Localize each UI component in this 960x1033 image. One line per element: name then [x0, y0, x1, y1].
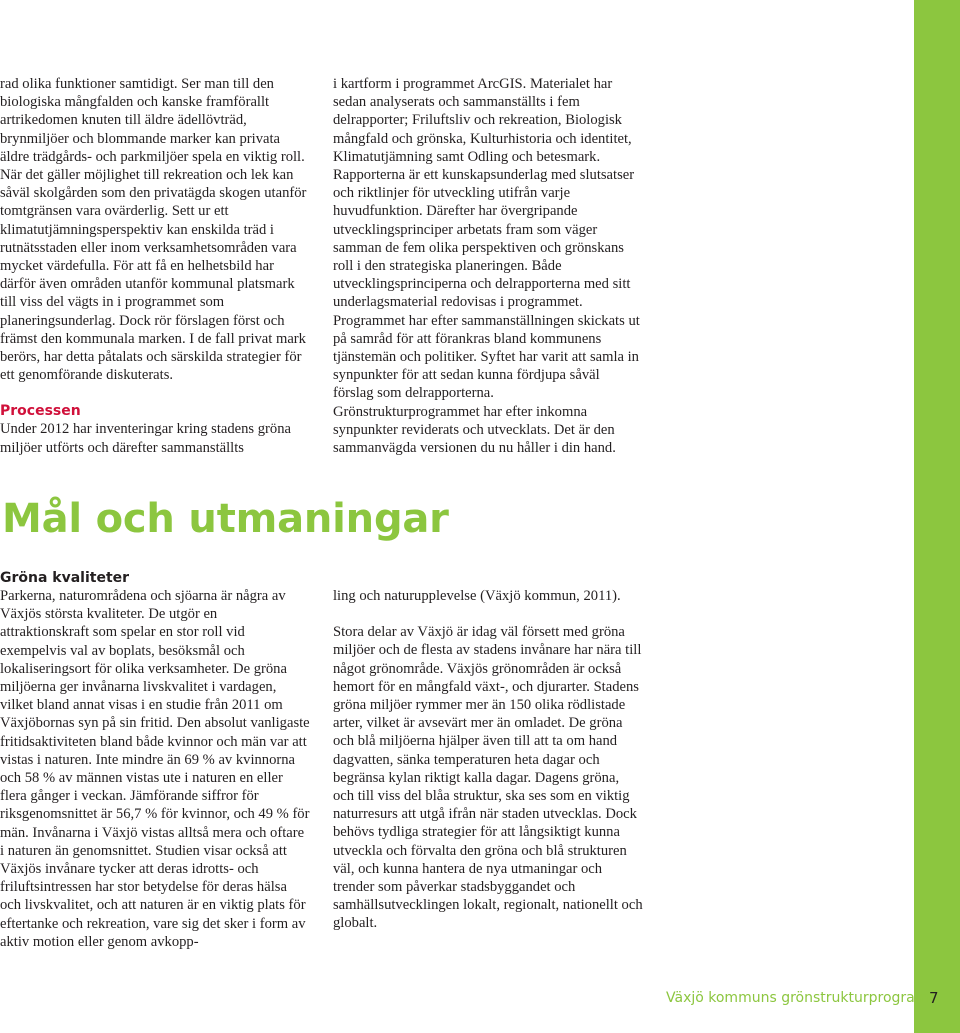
bottom-right-column	[333, 587, 643, 933]
top-left-column	[0, 75, 310, 457]
process-paragraph: Under 2012 har inventeringar kring stadens gröna miljöer utförts och därefter sammanställts	[0, 421, 291, 456]
green-structure-paragraph: Stora delar av Växjö är idag väl försett med gröna miljöer och de flesta av stadens invånare har nära till något grönområde. Växjös grönområden är också hemort för en mångfald växt-, och djurarter. Stadens gröna miljöer rymmer mer än 150 olika rödlistade arter, vilket är avsevärt mer än omladet. De gröna och blå miljöerna hjälper även till att ta om hand dagvatten, sänka temperaturen heta dagar och begränsa kylan riktigt kalla dagar. Dagens gröna, och till viss del blåa struktur, ska ses som en viktig naturresurs att utgå ifrån när staden utvecklas. Dock behövs tydliga strategier för att långsiktigt kunna utveckla och förvalta den gröna och blå strukturen väl, och kunna hantera de nya utmaningar och trender som påverkar stadsbyggandet och samhällsutvecklingen lokalt, regionalt, nationellt och globalt.	[333, 624, 643, 932]
section-heading: Mål och utmaningar	[2, 496, 449, 542]
page-number: 7	[929, 989, 939, 1007]
top-right-column	[333, 75, 643, 457]
intro-paragraph: rad olika funktioner samtidigt. Ser man till den biologiska mångfalden och kanske framförallt artrikedomen knuten till äldre ädellövträd, brynmiljöer och blommande marker kan privata äldre trädgårds- och parkmiljöer spela en viktig roll. När det gäller möjlighet till rekreation och lek kan såväl skolgården som den privatägda skogen utanför tomtgränsen vara ovärderlig. Sett ur ett klimatutjämningsperspektiv kan enskilda träd i rutnätsstaden eller inom verksamhetsområden vara mycket värdefulla. För att få en helhetsbild har därför även områden utanför kommunal platsmark till viss del vägts in i programmet som planeringsunderlag. Dock rör förslagen först och främst den kommunala marken. I de fall privat mark berörs, har detta påtalats och särskilda strategier för ett genomförande diskuterats.	[0, 76, 307, 384]
green-side-bar	[914, 0, 960, 1033]
green-qualities-heading: Gröna kvaliteter	[0, 570, 130, 586]
green-qualities-paragraph: Parkerna, naturområdena och sjöarna är några av Växjös största kvaliteter. De utgör en attraktionskraft som spelar en stor roll vid exempelvis val av boplats, besöksmål och lokaliseringsort för olika verksamheter. De gröna miljöerna ger invånarna livskvalitet i vardagen, vilket bland annat visas i en studie från 2011 om Växjöbornas syn på sin fritid. Den absolut vanligaste fritidsaktiviteten bland både kvinnor och män var att vistas i naturen. Inte mindre än 69 % av kvinnorna och 58 % av männen vistas ute i naturen en eller flera gånger i veckan. Jämförande siffror för riksgenomsnittet är 56,7 % för kvinnor, och 49 % för män. Invånarna i Växjö vistas alltså mera och oftare i naturen än genomsnittet. Studien visar också att Växjös invånare tycker att deras idrotts- och friluftsintressen har stor betydelse för deras hälsa och livskvalitet, och att naturen är en viktig plats för eftertanke och rekreation, vare sig det sker i form av aktiv motion eller genom avkopp-	[0, 588, 310, 950]
green-qualities-continued: ling och naturupplevelse (Växjö kommun, 2011).	[333, 588, 621, 604]
process-heading: Processen	[0, 403, 81, 420]
footer-title: Växjö kommuns grönstrukturprogram	[666, 990, 929, 1006]
bottom-left-column	[0, 569, 310, 951]
process-continued-paragraph: i kartform i programmet ArcGIS. Materialet har sedan analyserats och sammanställts i fem delrapporter; Friluftsliv och rekreation, Biologisk mångfald och grönska, Kulturhistoria och identitet, Klimatutjämning samt Odling och betesmark. Rapporterna är ett kunskapsunderlag med slutsatser och riktlinjer för utveckling utifrån varje huvudfunktion. Därefter har övergripande utvecklingsprinciper arbetats fram som väger samman de fem olika perspektiven och grönskans roll i den strategiska planeringen. Både utvecklingsprinciperna och delrapporterna med sitt underlagsmaterial redovisas i programmet. Programmet har efter sammanställningen skickats ut på samråd för att förankras bland kommunens tjänstemän och politiker. Syftet har varit att samla in synpunkter för att sedan kunna fördjupa såväl förslag som delrapporterna. Grönstrukturprogrammet har efter inkomna synpunkter reviderats och utvecklats. Det är den sammanvägda versionen du nu håller i din hand.	[333, 76, 640, 457]
